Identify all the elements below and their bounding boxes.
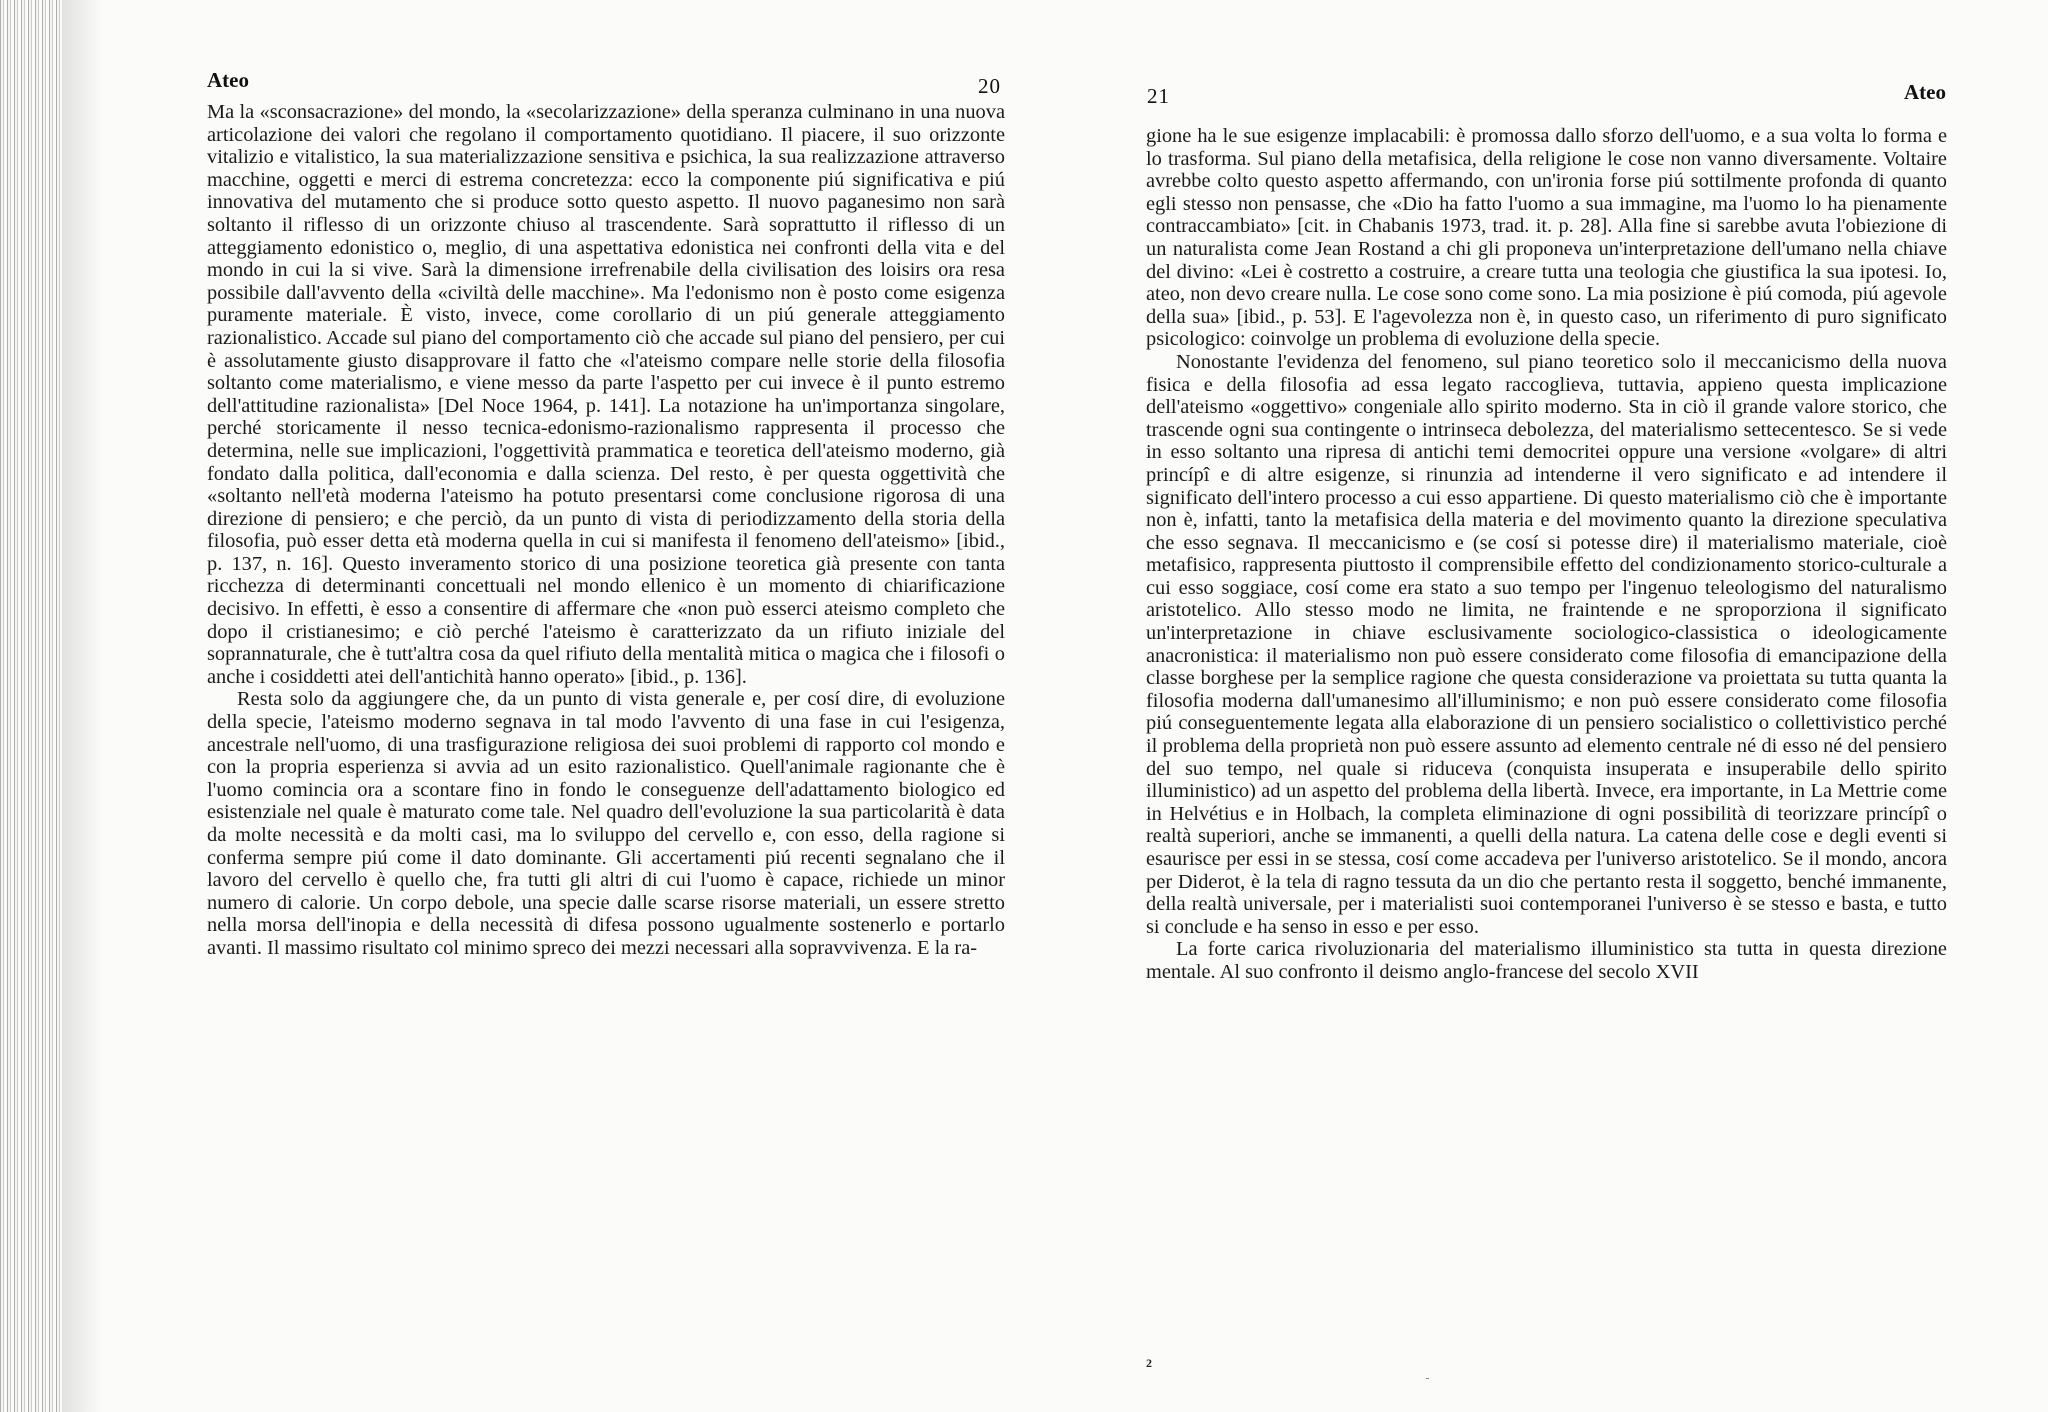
left-paragraph-1: Ma la «sconsacrazione» del mondo, la «secolarizzazione» della speranza culminano in una nuova articolazione dei valori che regolano il comportamento quotidiano. Il piacere, il suo orizzonte vitalizio e vitalistico, la sua materializzazione sensitiva e psichica, la sua realizzazione attraverso macchine, oggetti e merci di estrema concretezza: ecco la componente piú significativa e piú innovativa del mutamento che si produce sotto questo aspetto. Il nuovo paganesimo non sarà soltanto il riflesso di un orizzonte chiuso al trascendente. Sarà soprattutto il riflesso di un atteggiamento edonistico o, meglio, di una aspettativa edonistica nei confronti della vita e del mondo in cui la si vive. Sarà la dimensione irrefrenabile della civilisation des loisirs ora resa possibile dall'avvento della «civiltà delle macchine». Ma l'edonismo non è posto come esigenza puramente materiale. È visto, invece, come corollario di un piú generale atteggiamento razionalistico. Accade sul piano del comportamento ciò che accade sul piano del pensiero, per cui è assolutamente giusto disapprovare il fatto che «l'ateismo compare nelle storie della filosofia soltanto come materialismo, e viene messo da parte l'aspetto per cui invece è il punto estremo dell'attitudine razionalista» [Del Noce 1964, p. 141]. La notazione ha un'importanza singolare, perché storicamente il nesso tecnica-edonismo-razionalismo rappresenta il processo che determina, nelle sue implicazioni, l'oggettività prammatica e teoretica dell'ateismo moderno, già fondato dalla politica, dall'economia e dalla scienza. Del resto, è per questa oggettività che «soltanto nell'età moderna l'ateismo ha potuto presentarsi come conclusione rigorosa di una direzione di pensiero; e che perciò, da un punto di vista di periodizzamento della storia della filosofia, può esser detta età moderna quella in cui si manifesta il fenomeno dell'ateismo» [ibid., p. 137, n. 16]. Questo inveramento storico di una posizione teoretica già presente con tanta ricchezza di determinanti concettuali nel mondo ellenico è un momento di chiarificazione decisivo. In effetti, è esso a consentire di affermare che «non può esserci ateismo completo che dopo il cristianesimo; e ciò perché l'ateismo è caratterizzato da un rifiuto iniziale del soprannaturale, che è tutt'altra cosa da quel rifiuto della mentalità mitica o magica che i filosofi o anche i cosiddetti atei dell'antichità hanno operato» [ibid., p. 136]. bbox=[207, 101, 1005, 688]
left-paragraph-2: Resta solo da aggiungere che, da un punto di vista generale e, per cosí dire, di evoluzione della specie, l'ateismo moderno segnava in tal modo l'avvento di una fase in cui l'esigenza, ancestrale nell'uomo, di una trasfigurazione religiosa dei suoi problemi di rapporto col mondo e con la propria esperienza si avvia ad un esito razionalistico. Quell'animale ragionante che è l'uomo comincia ora a scontare fino in fondo le conseguenze dell'adattamento biologico ed esistenziale nel quale è maturato come tale. Nel quadro dell'evoluzione la sua particolarità è data da molte necessità e da molti casi, ma lo sviluppo del cervello e, con esso, della ragione si conferma sempre piú come il dato dominante. Gli accertamenti piú recenti segnalano che il lavoro del cervello è quello che, fra tutti gli altri di cui l'uomo è capace, richiede un minor numero di calorie. Un corpo debole, una specie dalle scarse risorse materiali, un essere stretto nella morsa dell'inopia e della necessità di difesa possono ugualmente sostenerlo e portarlo avanti. Il massimo risultato col minimo spreco dei mezzi necessari alla sopravvivenza. E la ra- bbox=[207, 688, 1005, 959]
right-running-title: Ateo bbox=[1904, 80, 1946, 104]
scan-speck bbox=[1426, 1378, 1429, 1379]
right-page bbox=[1024, 0, 2048, 1412]
right-body-text bbox=[1146, 125, 1947, 984]
signature-mark: 2 bbox=[1146, 1356, 1152, 1370]
right-paragraph-1: gione ha le sue esigenze implacabili: è promossa dallo sforzo dell'uomo, e a sua volta lo forma e lo trasforma. Sul piano della metafisica, della religione le cose non vanno diversamente. Voltaire avrebbe colto questo aspetto affermando, con un'ironia forse piú sottilmente profonda di quanto egli stesso non pensasse, che «Dio ha fatto l'uomo a sua immagine, ma l'uomo lo ha pienamente contraccambiato» [cit. in Chabanis 1973, trad. it. p. 28]. Alla fine si sarebbe avuta l'obiezione di un naturalista come Jean Rostand a chi gli proponeva un'interpretazione dell'umano nella chiave del divino: «Lei è costretto a costruire, a creare tutta una teologia che giustifica la sua ipotesi. Io, ateo, non devo creare nulla. Le cose sono come sono. La mia posizione è piú comoda, piú agevole della sua» [ibid., p. 53]. E l'agevolezza non è, in questo caso, un riferimento di puro significato psicologico: coinvolge un problema di evoluzione della specie. bbox=[1146, 125, 1947, 351]
right-paragraph-3: La forte carica rivoluzionaria del materialismo illuministico sta tutta in questa direzione mentale. Al suo confronto il deismo anglo-francese del secolo XVII bbox=[1146, 938, 1947, 983]
left-running-title: Ateo bbox=[207, 68, 249, 92]
right-page-number: 21 bbox=[1147, 84, 1170, 108]
left-page-number: 20 bbox=[978, 74, 1001, 98]
right-paragraph-2: Nonostante l'evidenza del fenomeno, sul piano teoretico solo il meccanicismo della nuova fisica e della filosofia ad essa legato raccoglieva, tuttavia, appieno questa implicazione dell'ateismo «oggettivo» congeniale allo spirito moderno. Sta in ciò il grande valore storico, che trascende ogni sua contingente o intrinseca debolezza, del materialismo settecentesco. Se si vede in esso soltanto una ripresa di antichi temi democritei oppure una versione «volgare» di altri princípî e di altre esigenze, si rinunzia ad intenderne il vero significato e ad intendere il significato dell'intero processo a cui esso appartiene. Di questo materialismo ciò che è importante non è, infatti, tanto la metafisica della materia e del movimento quanto la direzione speculativa che esso segnava. Il meccanicismo e (se cosí si potesse dire) il materialismo materiale, cioè metafisico, rappresenta piuttosto il comprensibile effetto del condizionamento storico-culturale a cui esso soggiace, cosí come era stato a suo tempo per l'ingenuo teleologismo del naturalismo aristotelico. Allo stesso modo ne limita, ne fraintende e ne sproporziona il significato un'interpretazione in chiave esclusivamente sociologico-classistica o ideologicamente anacronistica: il materialismo non può essere considerato come filosofia di emancipazione della classe borghese per la semplice ragione che questa considerazione va proiettata su tutta quanta la filosofia moderna dall'umanesimo all'illuminismo; e non può essere considerato come filosofia piú conseguentemente legata alla elaborazione di un pensiero socialistico o collettivistico perché il problema della proprietà non può essere assunto ad elemento centrale né di esso né del pensiero del suo tempo, nel quale si riduceva (conquista insuperata e insuperabile dello spirito illuministico) ad un aspetto del problema della libertà. Invece, era importante, in La Mettrie come in Helvétius e in Holbach, la completa eliminazione di ogni possibilità di teorizzare princípî o realtà superiori, anche se immanenti, a quelli della natura. La catena delle cose e degli eventi si esaurisce per essi in se stessa, cosí come accadeva per l'universo aristotelico. Se il mondo, ancora per Diderot, è la tela di ragno tessuta da un dio che pertanto resta il soggetto, benché immanente, della realtà universale, per i materialisti suoi contemporanei l'universo è se stesso e basta, e tutto si conclude e ha senso in esso e per esso. bbox=[1146, 350, 1947, 938]
left-body-text bbox=[207, 101, 1005, 960]
